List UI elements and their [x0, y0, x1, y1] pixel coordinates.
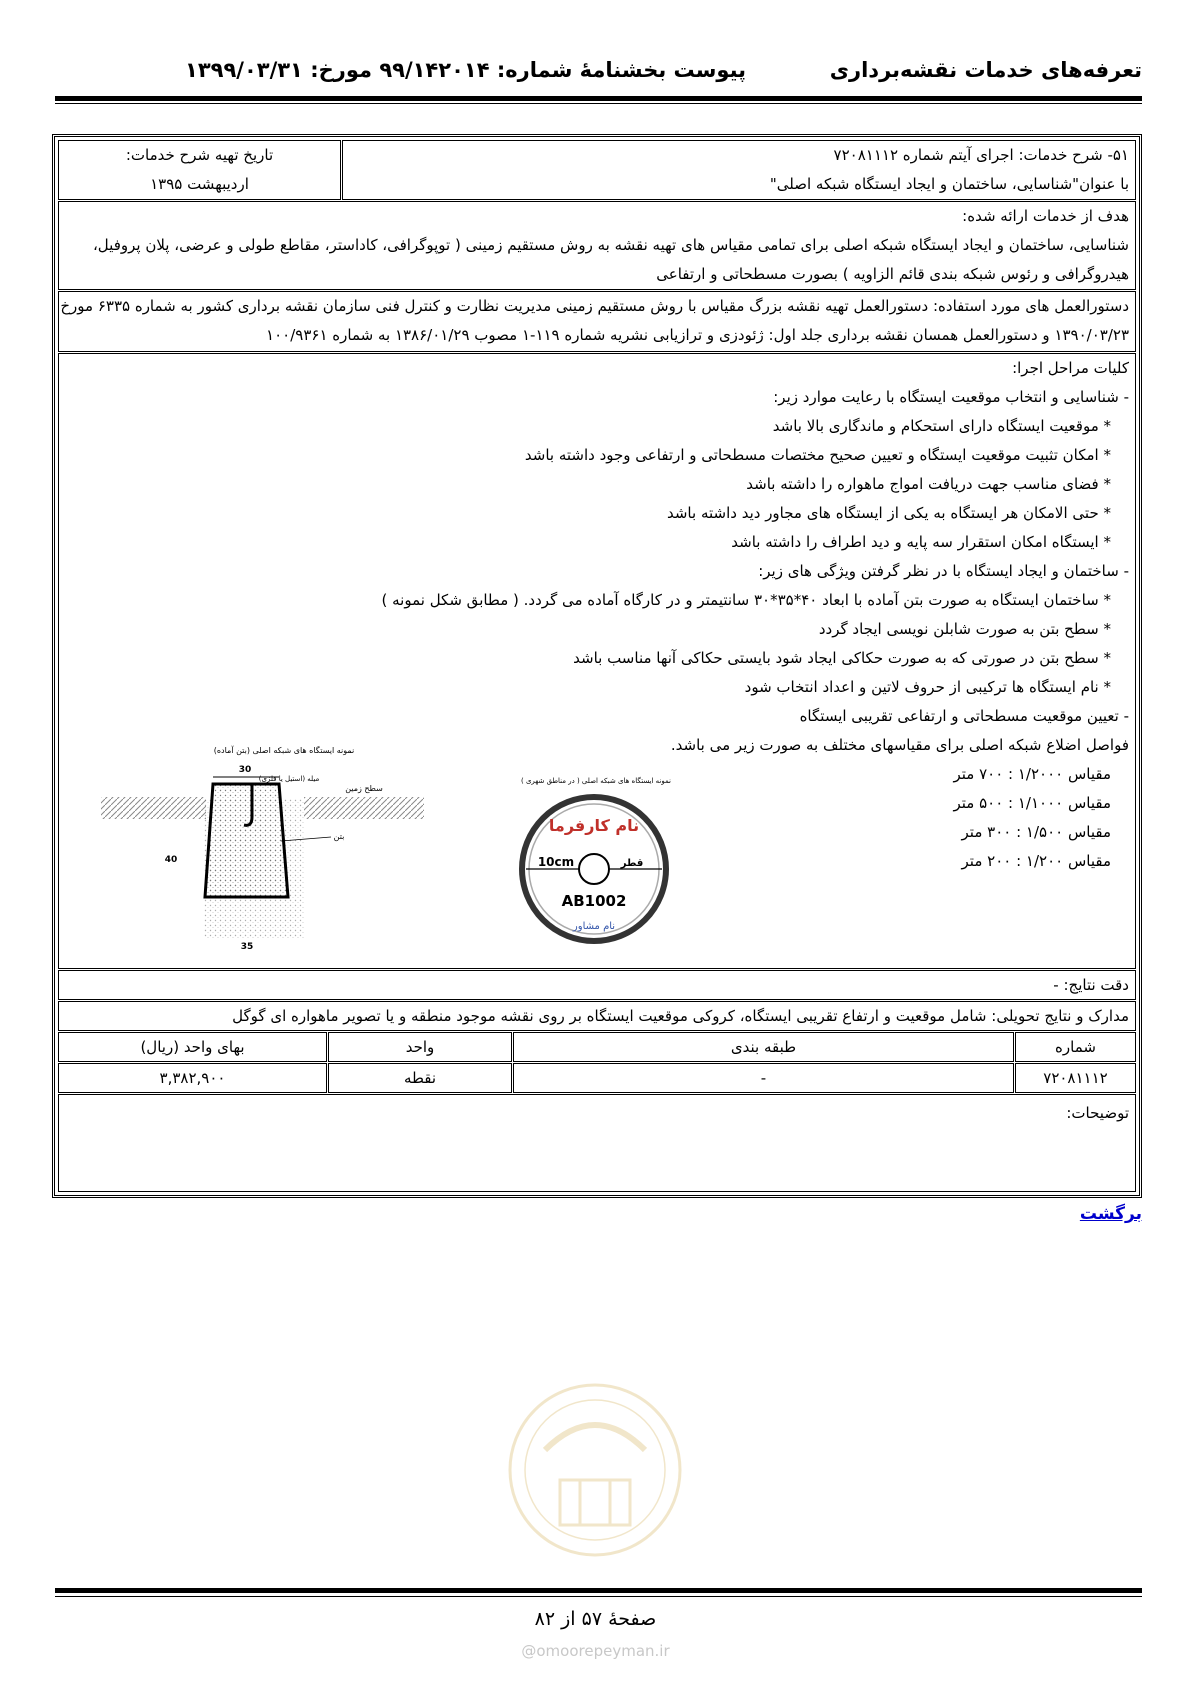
step-line: - تعیین موقعیت مسطحاتی و ارتفاعی تقریبی ایستگاه [799, 707, 1129, 725]
marker-code: AB1002 [561, 892, 627, 910]
marker-caption: نمونه ایستگاه های شبکه اصلی ( در مناطق شهری ) [521, 777, 671, 785]
scale-line: مقیاس ۱/۲۰۰۰ : ۷۰۰ متر [953, 765, 1111, 783]
service-title: ۵۱- شرح خدمات: اجرای آیتم شماره ۷۲۰۸۱۱۱۲ [833, 146, 1129, 164]
attachment-reference: پیوست بخشنامهٔ شماره: ۹۹/۱۴۲۰۱۴ مورخ: ۱۳۹۹/۰۳/۳۱ [185, 58, 747, 82]
header-rule [55, 96, 1142, 101]
step-line: - ساختمان و ایجاد ایستگاه با در نظر گرفتن ویژگی های زیر: [758, 562, 1129, 580]
ground-hatch [101, 797, 206, 819]
page-header [55, 58, 1142, 92]
step-line: * سطح بتن به صورت شابلن نویسی ایجاد گردد [818, 620, 1111, 638]
step-line: * حتی الامکان هر ایستگاه به یکی از ایستگاه های مجاور دید داشته باشد [666, 504, 1111, 522]
deliverables-text: مدارک و نتایج تحویلی: شامل موقعیت و ارتفاع تقریبی ایستگاه، کروکی موقعیت ایستگاه بر روی نقشه موجود منطقه و یا تصویر ماهواره ای گوگل [232, 1007, 1129, 1025]
step-line: * امکان تثبیت موقعیت ایستگاه و تعیین صحیح مختصات مسطحاتی و ارتفاعی وجود داشته باشد [524, 446, 1111, 464]
marker-size: 10cm [537, 855, 575, 869]
document-title: تعرفه‌های خدمات نقشه‌برداری [829, 58, 1142, 82]
figure-caption: نمونه ایستگاه های شبکه اصلی (بتن آماده) [213, 746, 355, 755]
table-cell-classification: - [513, 1063, 1014, 1093]
label-concrete: بتن [333, 832, 345, 841]
scale-line: مقیاس ۱/۵۰۰ : ۳۰۰ متر [961, 823, 1111, 841]
back-link[interactable]: برگشت [1079, 1204, 1142, 1224]
table-header-price: بهای واحد (ریال) [58, 1032, 327, 1062]
instructions-text-1: دستورالعمل های مورد استفاده: دستورالعمل تهیه نقشه بزرگ مقیاس با روش مستقیم زمینی مدیریت نظارت و کنترل فنی سازمان نقشه برداری کشور به شماره ۶۳۳۵ مورخ [60, 297, 1129, 315]
step-line: * فضای مناسب جهت دریافت امواج ماهواره را داشته باشد [746, 475, 1111, 493]
scale-line: مقیاس ۱/۲۰۰ : ۲۰۰ متر [961, 852, 1111, 870]
goal-cell [58, 201, 1136, 290]
table-header-unit: واحد [328, 1032, 512, 1062]
deliverables-cell [58, 1001, 1136, 1031]
step-line: * ایستگاه امکان استقرار سه پایه و دید اطراف را داشته باشد [731, 533, 1111, 551]
goal-text-1: شناسایی، ساختمان و ایجاد ایستگاه شبکه اصلی برای تمامی مقیاس های تهیه نقشه به روش مستقیم زمینی ( توپوگرافی، کاداستر، مقاطع طولی و عرضی، پلان پروفیل، [92, 236, 1129, 254]
notes-cell [58, 1094, 1136, 1192]
label-pin: میله (استیل یا فلزی) [258, 775, 320, 783]
dim-bottom: 35 [240, 942, 254, 952]
service-date-label: تاریخ تهیه شرح خدمات: [125, 146, 274, 164]
table-cell-unit: نقطه [328, 1063, 512, 1093]
page-number: صفحهٔ ۵۷ از ۸۲ [534, 1608, 657, 1630]
notes-label: توضیحات: [1066, 1104, 1129, 1122]
service-title-cell [342, 140, 1136, 200]
marker-center-hole [579, 854, 609, 884]
footer-rule [55, 1588, 1142, 1593]
marker-diameter-label: قطر [620, 858, 644, 869]
header-rule-thin [55, 103, 1142, 104]
urban-station-marker [514, 769, 674, 949]
step-line: * موقعیت ایستگاه دارای استحکام و ماندگاری بالا باشد [772, 417, 1111, 435]
dim-side: 40 [164, 855, 178, 865]
watermark-logo [505, 1380, 685, 1560]
service-sheet [52, 134, 1142, 1198]
concrete-station-diagram [99, 739, 429, 954]
table-cell-price: ۳,۳۸۲,۹۰۰ [58, 1063, 327, 1093]
instructions-text-2: ۱۳۹۰/۰۳/۲۳ و دستورالعمل همسان نقشه برداری جلد اول: ژئودزی و ترازیابی نشریه شماره ۱۱۹-۱ مصوب ۱۳۸۶/۰۱/۲۹ به شماره ۱۰۰/۹۳۶۱ [266, 326, 1129, 344]
goal-label: هدف از خدمات ارائه شده: [962, 207, 1129, 225]
step-line: * ساختمان ایستگاه به صورت بتن آماده با ابعاد ۴۰*۳۵*۳۰ سانتیمتر و در کارگاه آماده می گردد. ( مطابق شکل نمونه ) [381, 591, 1111, 609]
concrete-block [205, 784, 288, 897]
marker-consultant: نام مشاور [572, 921, 616, 932]
service-subtitle: با عنوان"شناسایی، ساختمان و ایجاد ایستگاه شبکه اصلی" [769, 175, 1129, 193]
dim-top: 30 [238, 765, 252, 775]
label-ground: سطح زمین [345, 784, 383, 793]
steps-label: کلیات مراحل اجرا: [1012, 359, 1129, 377]
table-header-classification: طبقه بندی [513, 1032, 1014, 1062]
footer-rule-thin [55, 1596, 1142, 1597]
service-date-value: اردیبهشت ۱۳۹۵ [150, 175, 249, 193]
accuracy-cell [58, 970, 1136, 1000]
marker-client: نام کارفرما [548, 816, 640, 835]
scale-line: مقیاس ۱/۱۰۰۰ : ۵۰۰ متر [953, 794, 1111, 812]
footer-url: @omoorepeyman.ir [521, 1642, 670, 1660]
accuracy-text: دقت نتایج: - [1053, 976, 1129, 994]
step-line: فواصل اضلاع شبکه اصلی برای مقیاسهای مختلف به صورت زیر می باشد. [670, 736, 1129, 754]
service-date-cell [58, 140, 341, 200]
table-cell-number: ۷۲۰۸۱۱۱۲ [1015, 1063, 1136, 1093]
ground-hatch [304, 797, 424, 819]
instructions-cell [58, 291, 1136, 352]
step-line: * نام ایستگاه ها ترکیبی از حروف لاتین و اعداد انتخاب شود [744, 678, 1111, 696]
step-line: - شناسایی و انتخاب موقعیت ایستگاه با رعایت موارد زیر: [773, 388, 1129, 406]
steps-cell [58, 353, 1136, 969]
step-line: * سطح بتن در صورتی که به صورت حکاکی ایجاد شود بایستی حکاکی آنها مناسب باشد [573, 649, 1111, 667]
goal-text-2: هیدروگرافی و رئوس شبکه بندی قائم الزاویه ) بصورت مسطحاتی و ارتفاعی [656, 265, 1129, 283]
table-header-number: شماره [1015, 1032, 1136, 1062]
